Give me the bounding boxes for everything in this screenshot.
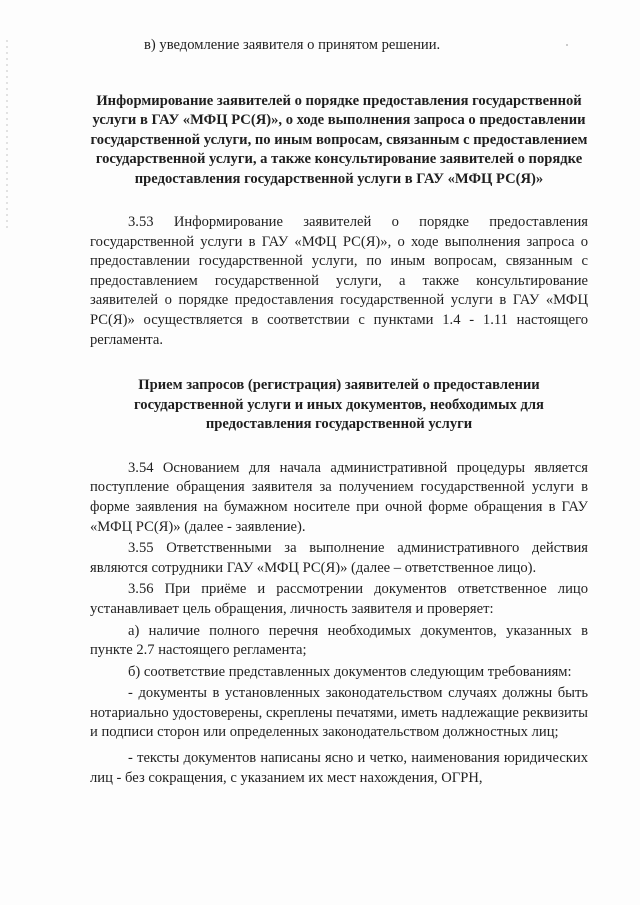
section-heading-reception: Прием запросов (регистрация) заявителей о предоставлении государственной услуги и иных документов, необходимых для предоставления государственной услуги <box>134 377 544 433</box>
paragraph-3-56: 3.56 При приёме и рассмотрении документов ответственное лицо устанавливает цель обращения, личность заявителя и проверяет: <box>90 581 588 617</box>
paragraph-3-54: 3.54 Основанием для начала административной процедуры является поступление обращения заявителя за получением государственной услуги в форме заявления на бумажном носителе при очной форме обращения в ГАУ «МФЦ РС(Я)» (далее - заявление). <box>90 459 588 535</box>
scan-margin-mark <box>6 40 8 230</box>
scan-speck <box>566 44 568 46</box>
decision-notice-line: в) уведомление заявителя о принятом решении. <box>144 37 441 53</box>
dash-item-texts: - тексты документов написаны ясно и четко, наименования юридических лиц - без сокращения, с указанием их мест нахождения, ОГРН, <box>90 750 588 786</box>
section-heading-informing: Информирование заявителей о порядке предоставления государственной услуги в ГАУ «МФЦ РС(Я)», о ходе выполнения запроса о предоставлении государственной услуги, по иным вопросам, связанным с предоставлением государственной услуги, а также консультирование заявителей о порядке предоставления государственной услуги в ГАУ «МФЦ РС(Я)» <box>90 92 588 187</box>
dash-item-notarized: - документы в установленных законодательством случаях должны быть нотариально удостоверены, скреплены печатями, иметь надлежащие реквизиты и подписи сторон или определенных законодательством должностных лиц; <box>90 685 588 741</box>
paragraph-3-55: 3.55 Ответственными за выполнение административного действия являются сотрудники ГАУ «МФЦ РС(Я)» (далее – ответственное лицо). <box>90 540 588 576</box>
paragraph-3-53: 3.53 Информирование заявителей о порядке предоставления государственной услуги в ГАУ «МФЦ РС(Я)», о ходе выполнения запроса о предоставлении государственной услуги, по иным вопросам, связанным с предоставлением государственной услуги, а также консультирование заявителей о порядке предоставления государственной услуги в ГАУ «МФЦ РС(Я)» осуществляется в соответствии с пунктами 1.4 - 1.11 настоящего регламента. <box>90 214 588 348</box>
list-item-b: б) соответствие представленных документов следующим требованиям: <box>128 663 572 680</box>
list-item-a: а) наличие полного перечня необходимых документов, указанных в пункте 2.7 настоящего регламента; <box>90 622 588 659</box>
